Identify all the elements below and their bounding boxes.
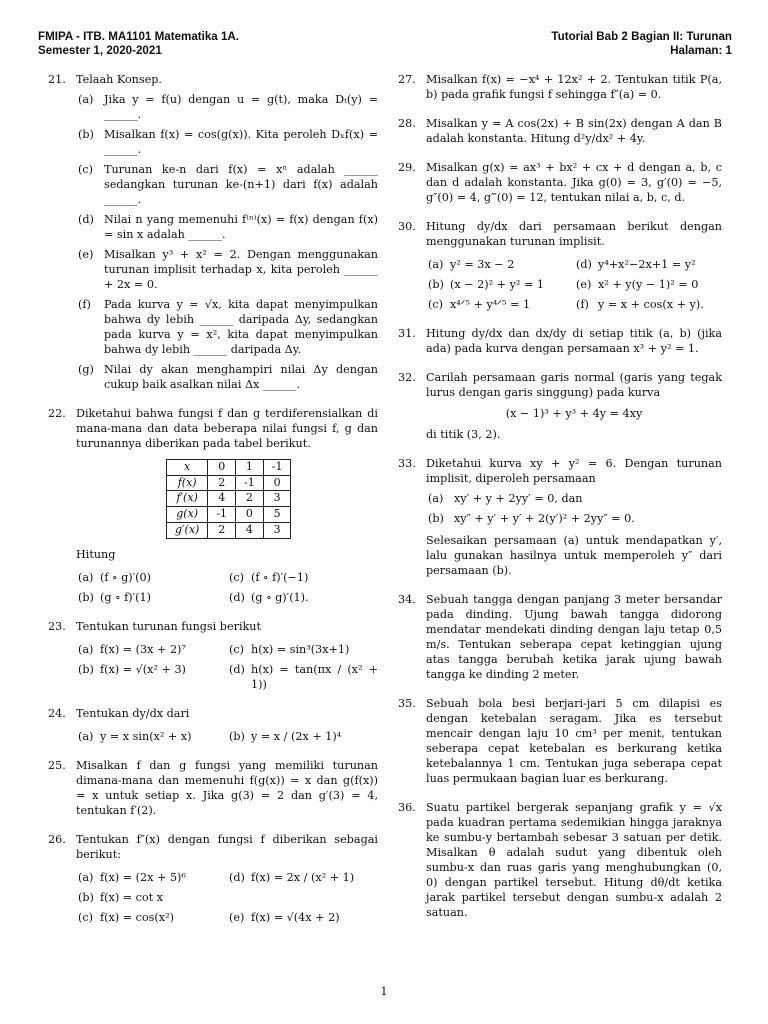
problem-22 [48, 406, 378, 605]
subitem-text: h(x) = tan(πx / (x² + 1)) [251, 662, 378, 691]
subitem-label: (a) [78, 729, 94, 743]
table-cell: -1 [263, 460, 291, 476]
subitem-text: f(x) = cot x [100, 890, 164, 904]
subitem-label: (e) [78, 248, 94, 261]
subitem-label: (b) [428, 278, 444, 291]
subitem-label: (e) [229, 910, 245, 924]
subitem-text: Jika y = f(u) dengan u = g(t), maka Dₜ(y) = ______. [104, 93, 378, 121]
subitem-label: (b) [78, 128, 94, 141]
subitem-c [426, 297, 574, 312]
problem-number: 27. [398, 73, 416, 86]
subitem-label: (a) [78, 570, 94, 584]
subitem-label: (c) [229, 642, 244, 656]
subitem-text: f(x) = cos(x²) [100, 910, 174, 924]
subitem-a [426, 491, 722, 506]
subitem-text: Pada kurva y = √x, kita dapat menyimpulkan bahwa dy lebih ______ daripada Δy, sedangkan pada kurva y = x², kita dapat menyimpulkan bahwa dy lebih ______ daripada Δy. [104, 298, 378, 356]
table-cell: f′(x) [167, 491, 208, 507]
subitem-label: (d) [229, 662, 245, 676]
table-row [167, 475, 291, 491]
subitem-text: (f ∘ g)′(0) [100, 570, 152, 584]
problem-28 [398, 116, 722, 146]
problem-text: Misalkan y = A cos(2x) + B sin(2x) dengan A dan B adalah konstanta. Hitung d²y/dx² + 4y. [426, 117, 722, 145]
problem-text: Hitung dy/dx dan dx/dy di setiap titik (a, b) (jika ada) pada kurva dengan persamaan x³ + y² = 1. [426, 327, 722, 355]
problem-text: Suatu partikel bergerak sepanjang grafik y = √x pada kuadran pertama sedemikian hingga jaraknya ke sumbu-y bertambah sebesar 3 satuan per detik. Misalkan θ adalah sudut yang dibentuk oleh sumbu-x dan ruas garis yang menghubungkan (0, 0) dengan partikel tersebut. Hitung dθ/dt ketika jarak partikel tersebut dengan sumbu-x adalah 2 satuan. [426, 801, 722, 919]
subitem-text: f(x) = 2x / (x² + 1) [251, 870, 355, 884]
problem-26 [48, 832, 378, 925]
display-equation: (x − 1)³ + y³ + 4y = 4xy [505, 407, 643, 420]
page-header [38, 30, 732, 58]
problem-intro: Carilah persamaan garis normal (garis yang tegak lurus dengan garis singgung) pada kurva [426, 371, 722, 399]
subitem-text: x² + y(y − 1)² = 0 [598, 278, 699, 291]
problem-text: Misalkan f dan g fungsi yang memiliki turunan dimana-mana dan memenuhi f(g(x)) = x dan g(f(x)) = x untuk setiap x. Jika g(3) = 2 dan g′(3) = 4, tentukan f′(2). [76, 758, 378, 817]
subitem-d [227, 870, 378, 885]
subitem-text: f(x) = √(x² + 3) [100, 662, 186, 676]
subitem-a [76, 642, 227, 657]
problem-number: 24. [48, 706, 66, 720]
subitem-text: Nilai n yang memenuhi f⁽ⁿ⁾(x) = f(x) dengan f(x) = sin x adalah ______. [104, 213, 378, 241]
subitem-a [76, 729, 227, 744]
subitem-text: Nilai dy akan menghampiri nilai Δy dengan cukup baik asalkan nilai Δx ______. [104, 363, 378, 391]
problem-text: Misalkan g(x) = ax³ + bx² + cx + d dengan a, b, c dan d adalah konstanta. Jika g(0) = 3, g′(0) = −5, g″(0) = 4, g‴(0) = 12, tentukan nilai a, b, c, d. [426, 161, 722, 204]
subitem-grid [76, 642, 378, 692]
table-cell: 0 [208, 460, 236, 476]
problem-intro: Diketahui kurva xy + y² = 6. Dengan turunan implisit, diperoleh persamaan [426, 457, 722, 485]
subitem-label: (a) [428, 258, 444, 271]
table-cell: x [167, 460, 208, 476]
problem-number: 33. [398, 457, 416, 470]
subitem-text: x⁴ᐟ⁵ + y⁴ᐟ⁵ = 1 [450, 298, 531, 311]
table-cell: 5 [263, 507, 291, 523]
header-left [38, 30, 239, 58]
subitem-text: y = x sin(x² + x) [100, 729, 192, 743]
subitem-text: xy″ + y′ + y′ + 2(y′)² + 2yy″ = 0. [454, 512, 635, 525]
subitem-grid [76, 729, 378, 744]
table-cell: -1 [236, 475, 264, 491]
table-row [167, 507, 291, 523]
subitem-f [574, 297, 722, 312]
subitem-label: (b) [78, 590, 94, 604]
problem-29 [398, 160, 722, 205]
table-cell: 0 [263, 475, 291, 491]
problem-number: 29. [398, 161, 416, 174]
subitem-text: f(x) = √(4x + 2) [251, 910, 340, 924]
problem-34 [398, 592, 722, 682]
subitem-text: (f ∘ f)′(−1) [251, 570, 309, 584]
table-cell: 1 [236, 460, 264, 476]
problem-number: 23. [48, 619, 66, 633]
subitem-label: (b) [78, 662, 94, 676]
subitem-grid [426, 257, 722, 312]
subitem-label: (a) [428, 492, 444, 505]
subitem-b [426, 277, 574, 292]
subitem-text: f(x) = (3x + 2)⁷ [100, 642, 186, 656]
problem-32 [398, 370, 722, 442]
subitem-text: y = x + cos(x + y). [598, 298, 704, 311]
subitem-text: y² = 3x − 2 [450, 258, 515, 271]
header-right [551, 30, 732, 58]
subitem-e [574, 277, 722, 292]
table-cell: f(x) [167, 475, 208, 491]
problem-24 [48, 706, 378, 744]
subitem-b [76, 890, 227, 905]
problem-number: 31. [398, 327, 416, 340]
subitem-label: (a) [78, 93, 94, 106]
problem-31 [398, 326, 722, 356]
problem-number: 32. [398, 371, 416, 384]
tutorial-title: Tutorial Bab 2 Bagian II: Turunan [551, 30, 732, 43]
table-row [167, 491, 291, 507]
values-table [166, 459, 291, 539]
subitem-a [76, 92, 378, 122]
subitem-text: Turunan ke-n dari f(x) = xⁿ adalah ______ sedangkan turunan ke-(n+1) dari f(x) adalah ______. [104, 163, 378, 206]
table-cell: g(x) [167, 507, 208, 523]
subitem-label: (f) [78, 298, 91, 311]
subitem-d [574, 257, 722, 272]
subitem-grid [76, 870, 378, 925]
problem-number: 34. [398, 593, 416, 606]
table-row [167, 460, 291, 476]
table-cell: 2 [208, 475, 236, 491]
table-cell: 3 [263, 491, 291, 507]
problem-number: 35. [398, 697, 416, 710]
subitem-text: Misalkan f(x) = cos(g(x)). Kita peroleh Dₓf(x) = ______. [104, 128, 378, 156]
table-cell: 3 [263, 522, 291, 538]
subitem-c [76, 910, 227, 925]
semester-label: Semester 1, 2020-2021 [38, 44, 162, 57]
subitem-label: (d) [576, 258, 592, 271]
page-number-header: Halaman: 1 [670, 44, 732, 57]
subitem-label: (b) [229, 729, 245, 743]
problem-intro: Tentukan turunan fungsi berikut [76, 619, 261, 633]
subitem-label: (g) [78, 363, 94, 376]
problem-number: 22. [48, 407, 66, 420]
subitem-c [227, 642, 378, 657]
subitem-e [76, 247, 378, 292]
subitem-label: (c) [229, 570, 244, 584]
subitem-b [76, 127, 378, 157]
subitem-text: f(x) = (2x + 5)⁶ [100, 870, 186, 884]
subitem-e [227, 910, 378, 925]
subitem-c [76, 162, 378, 207]
problem-text: Misalkan f(x) = −x⁴ + 12x² + 2. Tentukan titik P(a, b) pada grafik fungsi f sehingga f″(a) = 0. [426, 73, 722, 101]
subitem-b [76, 590, 227, 605]
problem-text: Sebuah bola besi berjari-jari 5 cm dilapisi es dengan ketebalan seragam. Jika es tersebut mencair dengan laju 10 cm³ per menit, tentukan seberapa cepat ketebalan es berkurang ketika ketebalannya 1 cm. Tentukan juga seberapa cepat luas permukaan bagian luar es berkurang. [426, 697, 722, 785]
left-column [48, 72, 378, 939]
subitem-text: (g ∘ g)′(1). [251, 590, 309, 604]
subitem-label: (e) [576, 278, 592, 291]
problem-intro: Tentukan dy/dx dari [76, 706, 190, 720]
subitem-label: (a) [78, 642, 94, 656]
right-column [398, 72, 722, 934]
subitem-b [76, 662, 227, 692]
table-cell: -1 [208, 507, 236, 523]
subitem-a [76, 570, 227, 585]
problem-number: 28. [398, 117, 416, 130]
subitem-label: (a) [78, 870, 94, 884]
problem-23 [48, 619, 378, 692]
problem-33 [398, 456, 722, 578]
subitem-text: xy′ + y + 2yy′ = 0, dan [454, 492, 583, 505]
problem-36 [398, 800, 722, 920]
table-row [167, 522, 291, 538]
problem-27 [398, 72, 722, 102]
problem-intro: Telaah Konsep. [76, 73, 162, 86]
problem-number: 25. [48, 758, 66, 772]
subitem-label: (b) [428, 512, 444, 525]
problem-intro: Hitung dy/dx dari persamaan berikut dengan menggunakan turunan implisit. [426, 220, 722, 248]
subitem-text: y⁴+x²−2x+1 = y² [598, 258, 696, 271]
subitem-empty [227, 890, 378, 905]
subitem-grid [76, 570, 378, 605]
subitem-label: (d) [229, 870, 245, 884]
problem-outro: di titik (3, 2). [426, 428, 501, 441]
subitem-c [227, 570, 378, 585]
subitem-label: (f) [576, 298, 589, 311]
subitem-label: (c) [78, 163, 93, 176]
subitem-text: Misalkan y³ + x² = 2. Dengan menggunakan turunan implisit terhadap x, kita peroleh ______ + 2x = 0. [104, 248, 378, 291]
subitem-d [227, 662, 378, 692]
problem-number: 26. [48, 832, 66, 846]
problem-25 [48, 758, 378, 818]
course-title: FMIPA - ITB. MA1101 Matematika 1A. [38, 30, 240, 43]
subitem-f [76, 297, 378, 357]
problem-number: 21. [48, 73, 66, 86]
page-footer-number: 1 [380, 985, 388, 999]
table-cell: 4 [236, 522, 264, 538]
problem-number: 30. [398, 220, 416, 233]
subitem-a [426, 257, 574, 272]
subitem-text: (g ∘ f)′(1) [100, 590, 152, 604]
subitem-a [76, 870, 227, 885]
table-cell: 2 [236, 491, 264, 507]
subitem-label: (c) [428, 298, 443, 311]
table-cell: 0 [236, 507, 264, 523]
problem-21 [48, 72, 378, 392]
subitem-d [76, 212, 378, 242]
problem-text: Sebuah tangga dengan panjang 3 meter bersandar pada dinding. Ujung bawah tangga didorong mendatar mendekati dinding dengan laju tetap 0,5 m/s. Tentukan seberapa cepat ketinggian ujung atas tangga berubah ketika jarak ujung bawah tangga ke dinding 2 meter. [426, 593, 722, 681]
subitem-b [426, 511, 722, 526]
problem-ask: Hitung [76, 547, 116, 561]
subitem-text: (x − 2)² + y² = 1 [450, 278, 545, 291]
subitem-label: (d) [229, 590, 245, 604]
subitem-g [76, 362, 378, 392]
subitem-label: (d) [78, 213, 94, 226]
problem-intro: Tentukan f″(x) dengan fungsi f diberikan sebagai berikut: [76, 832, 378, 861]
subitem-text: h(x) = sin³(3x+1) [251, 642, 350, 656]
table-cell: g′(x) [167, 522, 208, 538]
subitem-text: y = x / (2x + 1)⁴ [251, 729, 342, 743]
table-cell: 2 [208, 522, 236, 538]
problem-number: 36. [398, 801, 416, 814]
problem-30 [398, 219, 722, 312]
subitem-b [227, 729, 378, 744]
subitem-label: (c) [78, 910, 93, 924]
subitem-label: (b) [78, 890, 94, 904]
problem-intro: Diketahui bahwa fungsi f dan g terdiferensialkan di mana-mana dan data beberapa nilai fungsi f, g dan turunannya diberikan pada tabel berikut. [76, 407, 378, 450]
problem-35 [398, 696, 722, 786]
table-cell: 4 [208, 491, 236, 507]
problem-outro: Selesaikan persamaan (a) untuk mendapatkan y′, lalu gunakan hasilnya untuk memperoleh y″ dari persamaan (b). [426, 534, 722, 577]
subitem-d [227, 590, 378, 605]
